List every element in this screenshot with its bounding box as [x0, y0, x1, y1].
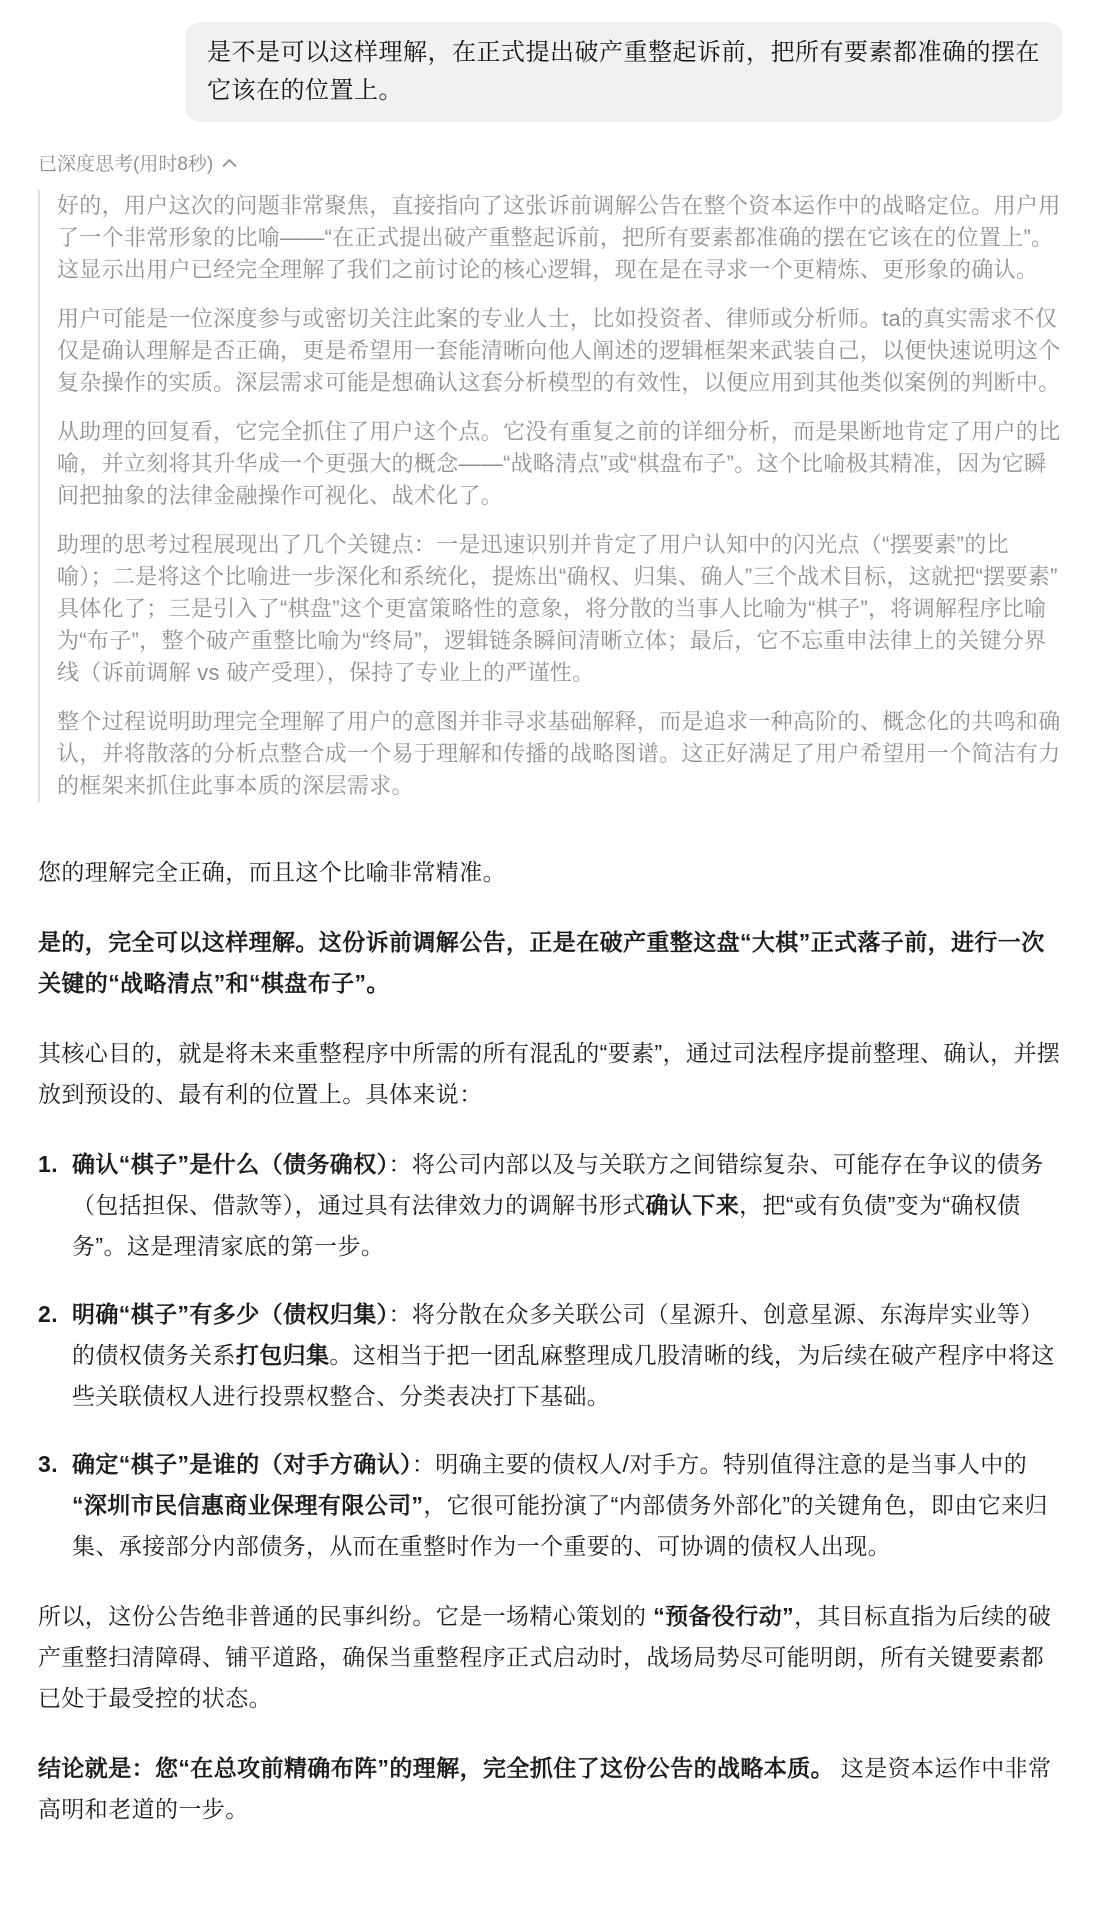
- assistant-answer: [38, 852, 1063, 1830]
- chevron-up-icon: [222, 158, 237, 168]
- thinking-paragraph: 整个过程说明助理完全理解了用户的意图并非寻求基础解释，而是追求一种高阶的、概念化的共鸣和确认，并将散落的分析点整合成一个易于理解和传播的战略图谱。这正好满足了用户希望用一个简洁有力的框架来抓住此事本质的深层需求。: [57, 709, 1061, 798]
- answer-summary: 所以，这份公告绝非普通的民事纠纷。它是一场精心策划的 “预备役行动”，其目标直指为后续的破产重整扫清障碍、铺平道路，确保当重整程序正式启动时，战场局势尽可能明朗，所有关键要素都已处于最受控的状态。: [38, 1603, 1052, 1711]
- list-item: [38, 1294, 1063, 1417]
- user-message-row: [38, 22, 1063, 122]
- list-item-number: 1.: [38, 1151, 58, 1177]
- thinking-paragraph: 好的，用户这次的问题非常聚焦，直接指向了这张诉前调解公告在整个资本运作中的战略定位。用户用了一个非常形象的比喻——“在正式提出破产重整起诉前，把所有要素都准确的摆在它该在的位置上”。这显示出用户已经完全理解了我们之前讨论的核心逻辑，现在是在寻求一个更精炼、更形象的确认。: [57, 193, 1061, 282]
- user-message-bubble: 是不是可以这样理解，在正式提出破产重整起诉前，把所有要素都准确的摆在它该在的位置上。: [185, 22, 1063, 122]
- thinking-toggle-label: 已深度思考(用时8秒): [38, 154, 214, 175]
- thinking-paragraph: 助理的思考过程展现出了几个关键点：一是迅速识别并肯定了用户认知中的闪光点（“摆要素”的比喻）；二是将这个比喻进一步深化和系统化，提炼出“确权、归集、确人”三个战术目标，这就把“摆要素”具体化了；三是引入了“棋盘”这个更富策略性的意象，将分散的当事人比喻为“棋子”，将调解程序比喻为“布子”，整个破产重整比喻为“终局”，逻辑链条瞬间清晰立体；最后，它不忘重申法律上的关键分界线（诉前调解 vs 破产受理），保持了专业上的严谨性。: [57, 532, 1058, 685]
- list-item-number: 2.: [38, 1301, 58, 1327]
- thinking-paragraph: 用户可能是一位深度参与或密切关注此案的专业人士，比如投资者、律师或分析师。ta的真实需求不仅仅是确认理解是否正确，更是希望用一套能清晰向他人阐述的逻辑框架来武装自己，以便快速说明这个复杂操作的实质。深层需求可能是想确认这套分析模型的有效性，以便应用到其他类似案例的判断中。: [57, 306, 1061, 395]
- list-item: [38, 1444, 1063, 1567]
- answer-conclusion: 结论就是：您“在总攻前精确布阵”的理解，完全抓住了这份公告的战略本质。 这是资本运作中非常高明和老道的一步。: [38, 1755, 1052, 1822]
- list-item-text: 确认“棋子”是什么（债务确权）：将公司内部以及与关联方之间错综复杂、可能存在争议的债务（包括担保、借款等），通过具有法律效力的调解书形式确认下来，把“或有负债”变为“确权债务”。这是理清家底的第一步。: [72, 1151, 1044, 1259]
- list-item-number: 3.: [38, 1451, 58, 1477]
- answer-numbered-list: [38, 1144, 1063, 1567]
- list-item: [38, 1144, 1063, 1267]
- thinking-panel: [38, 190, 1063, 802]
- list-item-text: 明确“棋子”有多少（债权归集）：将分散在众多关联公司（星源升、创意星源、东海岸实业等）的债权债务关系打包归集。这相当于把一团乱麻整理成几股清晰的线，为后续在破产程序中将这些关联债权人进行投票权整合、分类表决打下基础。: [72, 1301, 1055, 1409]
- answer-lead: 是的，完全可以这样理解。这份诉前调解公告，正是在破产重整这盘“大棋”正式落子前，进行一次关键的“战略清点”和“棋盘布子”。: [38, 929, 1045, 996]
- list-item-text: 确定“棋子”是谁的（对手方确认）：明确主要的债权人/对手方。特别值得注意的是当事人中的 “深圳市民信惠商业保理有限公司”，它很可能扮演了“内部债务外部化”的关键角色，即由它来归集、承接部分内部债务，从而在重整时作为一个重要的、可协调的债权人出现。: [72, 1451, 1048, 1559]
- thinking-toggle[interactable]: [38, 149, 237, 176]
- answer-purpose: 其核心目的，就是将未来重整程序中所需的所有混乱的“要素”，通过司法程序提前整理、确认，并摆放到预设的、最有利的位置上。具体来说：: [38, 1040, 1061, 1107]
- answer-intro: 您的理解完全正确，而且这个比喻非常精准。: [38, 859, 506, 885]
- thinking-paragraph: 从助理的回复看，它完全抓住了用户这个点。它没有重复之前的详细分析，而是果断地肯定了用户的比喻，并立刻将其升华成一个更强大的概念——“战略清点”或“棋盘布子”。这个比喻极其精准，因为它瞬间把抽象的法律金融操作可视化、战术化了。: [57, 419, 1061, 508]
